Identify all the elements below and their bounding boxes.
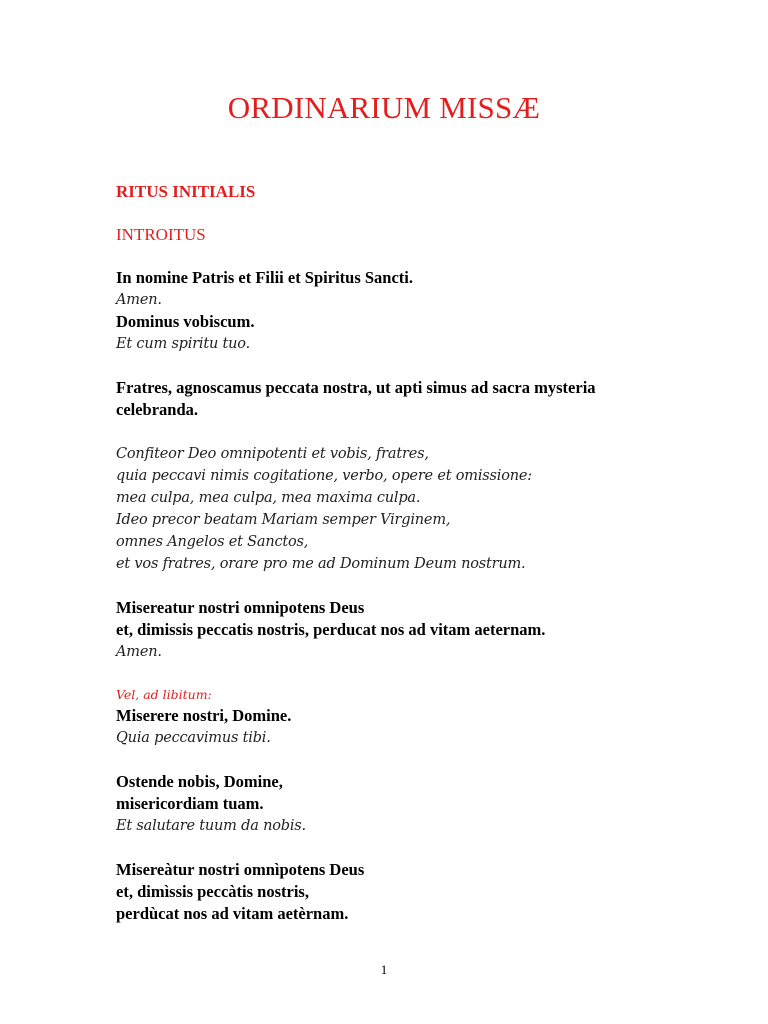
text-block [116,597,676,663]
page-number: 1 [380,962,388,977]
versicle-line: celebranda. [116,400,199,419]
text-block [116,859,676,925]
versicle-line: In nomine Patris et Filii et Spiritus Sancti. [116,268,413,287]
text-block [116,267,676,355]
versicle-line: Misereàtur nostri omnìpotens Deus [116,860,365,879]
text-blocks [116,267,676,925]
response-line: mea culpa, mea culpa, mea maxima culpa. [116,490,421,506]
response-line: Ideo precor beatam Mariam semper Virginem, [116,512,451,528]
response-line: Quia peccavimus tibi. [116,730,271,746]
versicle-line: perdùcat nos ad vitam aetèrnam. [116,904,349,923]
text-block [116,685,676,749]
section-heading: RITUS INITIALIS [116,182,256,201]
versicle-line: et, dimissis peccatis nostris, perducat nos ad vitam aeternam. [116,620,546,639]
versicle-line: Ostende nobis, Domine, [116,772,283,791]
response-line: Amen. [116,644,162,660]
response-line: omnes Angelos et Sanctos, [116,534,309,550]
response-line: Et cum spiritu tuo. [116,336,250,352]
response-line: Et salutare tuum da nobis. [116,818,306,834]
text-block [116,377,676,421]
subsection-heading: INTROITUS [116,225,206,244]
text-block [116,443,676,575]
document-title: ORDINARIUM MISSÆ [227,90,541,125]
text-block [116,771,676,837]
rubric-line: Vel, ad libitum: [116,687,212,702]
versicle-line: Dominus vobiscum. [116,312,255,331]
response-line: Amen. [116,292,162,308]
response-line: Confiteor Deo omnipotenti et vobis, fratres, [116,446,429,462]
versicle-line: Misereatur nostri omnipotens Deus [116,598,365,617]
versicle-line: et, dimìssis peccàtis nostris, [116,882,309,901]
response-line: et vos fratres, orare pro me ad Dominum Deum nostrum. [116,556,526,572]
versicle-line: Fratres, agnoscamus peccata nostra, ut apti simus ad sacra mysteria [116,378,596,397]
versicle-line: misericordiam tuam. [116,794,264,813]
response-line: quia peccavi nimis cogitatione, verbo, opere et omissione: [116,468,532,484]
versicle-line: Miserere nostri, Domine. [116,706,292,725]
document-body [116,181,676,947]
